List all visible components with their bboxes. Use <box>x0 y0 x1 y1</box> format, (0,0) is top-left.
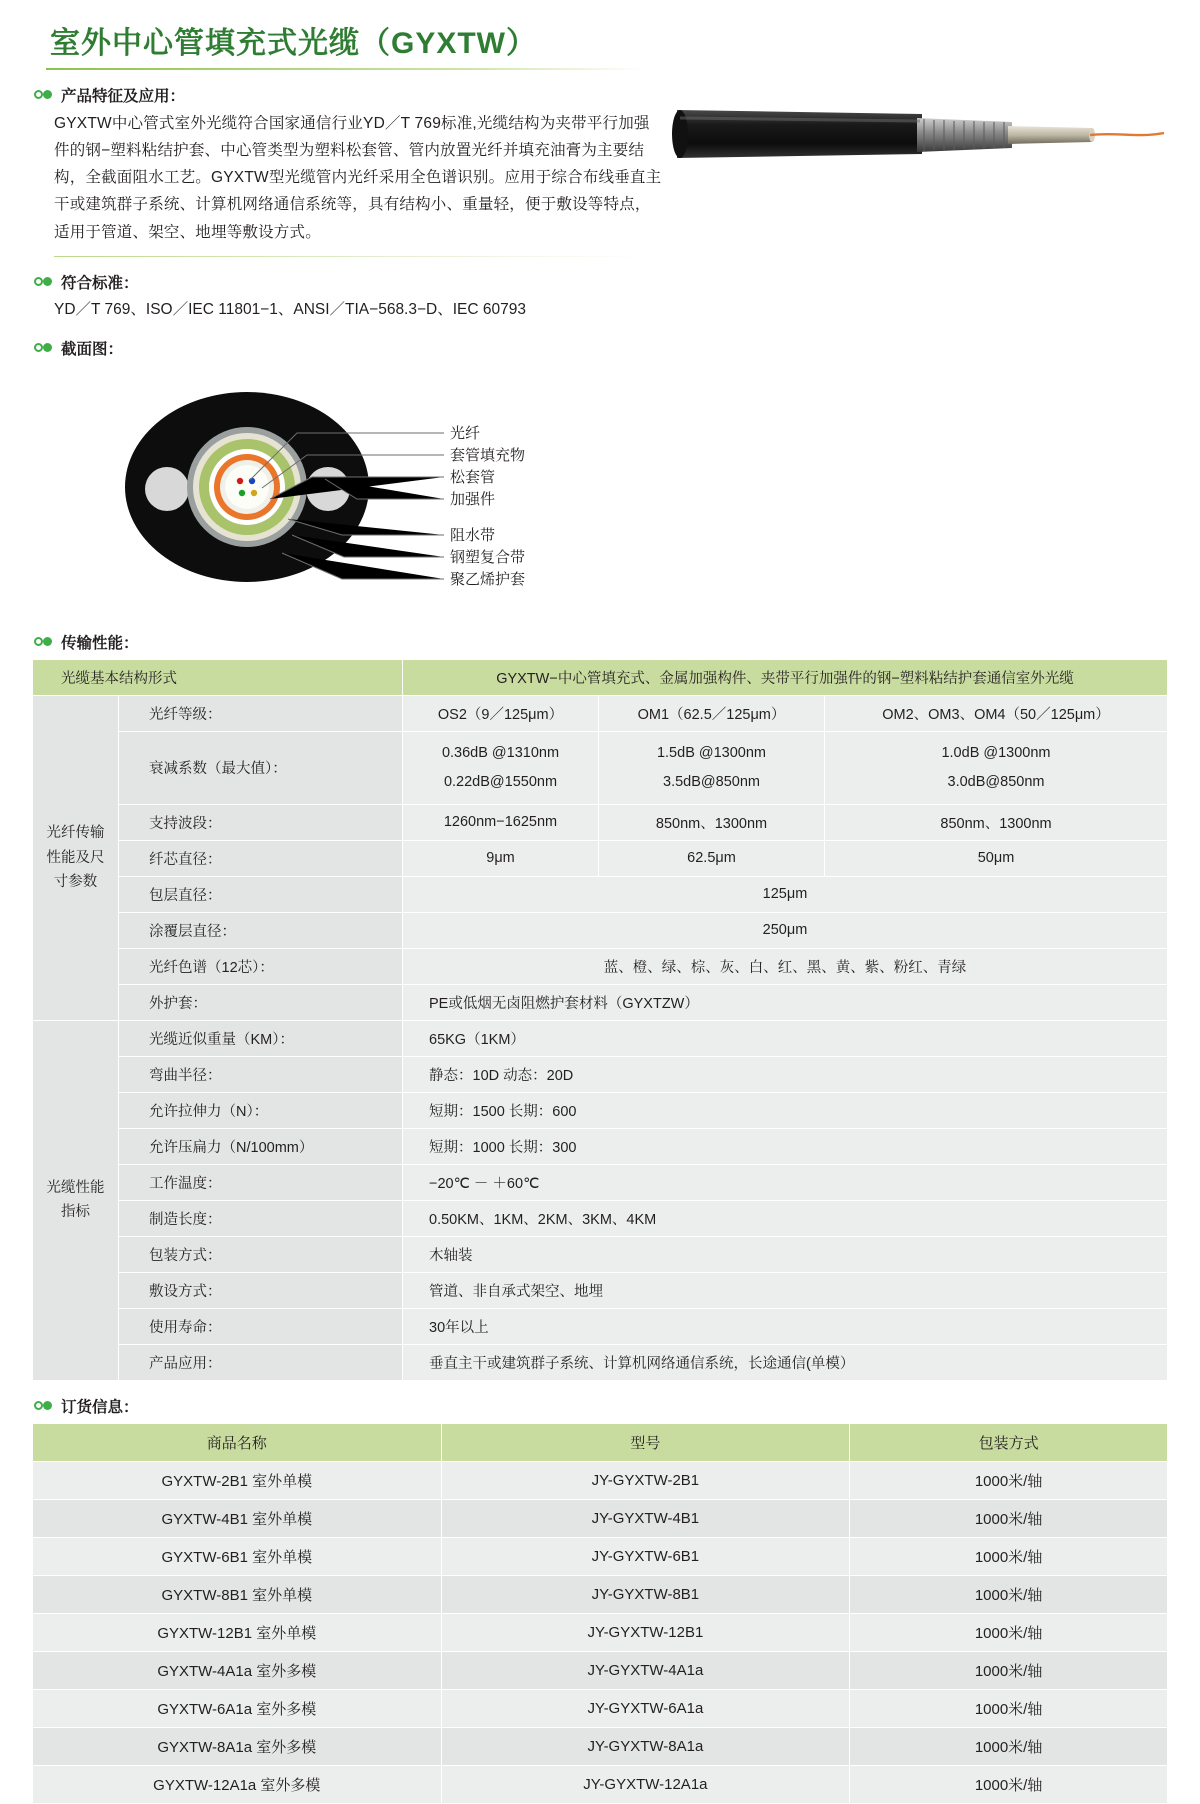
cell: OS2（9／125μm） <box>403 695 599 731</box>
row-label: 包装方式： <box>119 1236 403 1272</box>
group2-label: 光缆性能指标 <box>33 1020 119 1380</box>
cell-product-name: GYXTW-6B1 室外单模 <box>33 1537 442 1575</box>
bullet-dots-icon <box>34 89 54 101</box>
table-row <box>33 912 1168 948</box>
order-info-heading <box>34 1395 1168 1417</box>
performance-heading-text: 传输性能： <box>61 634 139 652</box>
cell-model: JY-GYXTW-4B1 <box>441 1499 850 1537</box>
table-row <box>33 1092 1168 1128</box>
order-info-heading-text: 订货信息： <box>61 1398 139 1416</box>
cell: 65KG（1KM） <box>403 1020 1168 1056</box>
row-label: 光缆近似重量（KM）： <box>119 1020 403 1056</box>
table-row <box>33 876 1168 912</box>
standards-heading-text: 符合标准： <box>61 274 139 292</box>
bullet-dots-icon <box>34 276 54 288</box>
cell: 垂直主干或建筑群子系统、计算机网络通信系统，长途通信(单模） <box>403 1344 1168 1380</box>
cell: 850nm、1300nm <box>825 804 1168 840</box>
diagram-label: 松套管 <box>450 468 496 486</box>
cell-product-name: GYXTW-12B1 室外单模 <box>33 1613 442 1651</box>
bullet-dots-icon <box>34 342 54 354</box>
cell: 30年以上 <box>403 1308 1168 1344</box>
table-row <box>33 1689 1168 1727</box>
table-row <box>33 1236 1168 1272</box>
cell-product-name: GYXTW-8A1a 室外多模 <box>33 1727 442 1765</box>
cross-section-diagram <box>32 367 1168 617</box>
cell-packaging: 1000米/轴 <box>850 1537 1168 1575</box>
cell: 0.36dB @1310nm 0.22dB@1550nm <box>403 731 599 804</box>
cell-product-name: GYXTW-4A1a 室外多模 <box>33 1651 442 1689</box>
table-row <box>33 1461 1168 1499</box>
cell: 蓝、橙、绿、棕、灰、白、红、黑、黄、紫、粉红、青绿 <box>403 948 1168 984</box>
cell: 短期：1500 长期：600 <box>403 1092 1168 1128</box>
order-table-body <box>33 1461 1168 1803</box>
row-label: 允许拉伸力（N）： <box>119 1092 403 1128</box>
row-label: 涂覆层直径： <box>119 912 403 948</box>
cell: 静态：10D 动态：20D <box>403 1056 1168 1092</box>
cell-model: JY-GYXTW-8B1 <box>441 1575 850 1613</box>
row-label: 衰减系数（最大值）： <box>119 731 403 804</box>
cell: 125μm <box>403 876 1168 912</box>
cell-model: JY-GYXTW-4A1a <box>441 1651 850 1689</box>
diagram-label: 聚乙烯护套 <box>450 570 526 588</box>
diagram-label: 加强件 <box>450 490 496 508</box>
structure-label: 光缆基本结构形式 <box>33 659 403 695</box>
table-row <box>33 731 1168 804</box>
row-label: 制造长度： <box>119 1200 403 1236</box>
cell: 50μm <box>825 840 1168 876</box>
row-label: 产品应用： <box>119 1344 403 1380</box>
cell: 0.50KM、1KM、2KM、3KM、4KM <box>403 1200 1168 1236</box>
cell-packaging: 1000米/轴 <box>850 1727 1168 1765</box>
table-row <box>33 1613 1168 1651</box>
cell: 木轴装 <box>403 1236 1168 1272</box>
table-row <box>33 1164 1168 1200</box>
order-table <box>32 1423 1168 1804</box>
table-row <box>33 1200 1168 1236</box>
table-row <box>33 1537 1168 1575</box>
row-label: 敷设方式： <box>119 1272 403 1308</box>
column-header-model: 型号 <box>441 1423 850 1461</box>
row-label: 支持波段： <box>119 804 403 840</box>
table-row <box>33 1272 1168 1308</box>
cell-model: JY-GYXTW-2B1 <box>441 1461 850 1499</box>
cell: 1.5dB @1300nm 3.5dB@850nm <box>599 731 825 804</box>
cell-packaging: 1000米/轴 <box>850 1689 1168 1727</box>
row-label: 光纤色谱（12芯）： <box>119 948 403 984</box>
page-title: 室外中心管填充式光缆（GYXTW） <box>50 27 537 60</box>
cell-packaging: 1000米/轴 <box>850 1575 1168 1613</box>
table-row <box>33 1128 1168 1164</box>
table-row <box>33 840 1168 876</box>
row-label: 弯曲半径： <box>119 1056 403 1092</box>
cell: OM1（62.5／125μm） <box>599 695 825 731</box>
cell: 短期：1000 长期：300 <box>403 1128 1168 1164</box>
table-header-row <box>33 1423 1168 1461</box>
cell: 管道、非自承式架空、地埋 <box>403 1272 1168 1308</box>
bullet-dots-icon <box>34 1400 54 1412</box>
row-label: 允许压扁力（N/100mm） <box>119 1128 403 1164</box>
cell-product-name: GYXTW-12A1a 室外多模 <box>33 1765 442 1803</box>
cell-packaging: 1000米/轴 <box>850 1499 1168 1537</box>
row-label: 纤芯直径： <box>119 840 403 876</box>
row-label: 光纤等级： <box>119 695 403 731</box>
cell-model: JY-GYXTW-6B1 <box>441 1537 850 1575</box>
table-row <box>33 1499 1168 1537</box>
performance-table <box>32 659 1168 1381</box>
column-header-name: 商品名称 <box>33 1423 442 1461</box>
column-header-packaging: 包装方式 <box>850 1423 1168 1461</box>
diagram-label: 阻水带 <box>450 526 496 544</box>
cross-section-heading <box>34 337 1168 359</box>
bullet-dots-icon <box>34 636 54 648</box>
row-label: 工作温度： <box>119 1164 403 1200</box>
table-row <box>33 1651 1168 1689</box>
row-label: 使用寿命： <box>119 1308 403 1344</box>
features-divider <box>54 256 644 257</box>
cell: 62.5μm <box>599 840 825 876</box>
table-row <box>33 695 1168 731</box>
cross-section-heading-text: 截面图： <box>61 340 124 358</box>
cell: 1.0dB @1300nm 3.0dB@850nm <box>825 731 1168 804</box>
cell-model: JY-GYXTW-12B1 <box>441 1613 850 1651</box>
table-row <box>33 659 1168 695</box>
cell-product-name: GYXTW-2B1 室外单模 <box>33 1461 442 1499</box>
cell-product-name: GYXTW-4B1 室外单模 <box>33 1499 442 1537</box>
cell-product-name: GYXTW-8B1 室外单模 <box>33 1575 442 1613</box>
table-row <box>33 1765 1168 1803</box>
table-row <box>33 1020 1168 1056</box>
cell-packaging: 1000米/轴 <box>850 1765 1168 1803</box>
cell-product-name: GYXTW-6A1a 室外多模 <box>33 1689 442 1727</box>
cell: PE或低烟无卤阻燃护套材料（GYXTZW） <box>403 984 1168 1020</box>
diagram-label: 钢塑复合带 <box>450 548 526 566</box>
cell: 850nm、1300nm <box>599 804 825 840</box>
features-heading-text: 产品特征及应用： <box>61 88 186 105</box>
cell-model: JY-GYXTW-8A1a <box>441 1727 850 1765</box>
standards-heading <box>34 271 1168 293</box>
cell: 1260nm−1625nm <box>403 804 599 840</box>
cell: 9μm <box>403 840 599 876</box>
title-divider <box>46 68 646 70</box>
standards-text: YD／T 769、ISO／IEC 11801−1、ANSI／TIA−568.3−D、IEC 60793 <box>54 300 526 318</box>
row-label: 外护套： <box>119 984 403 1020</box>
diagram-label: 套管填充物 <box>450 446 526 464</box>
cell-model: JY-GYXTW-12A1a <box>441 1765 850 1803</box>
table-row <box>33 804 1168 840</box>
diagram-label: 光纤 <box>450 424 481 442</box>
cable-product-photo <box>672 70 1172 190</box>
cell-packaging: 1000米/轴 <box>850 1651 1168 1689</box>
table-row <box>33 1308 1168 1344</box>
performance-heading <box>34 631 1168 653</box>
cell-packaging: 1000米/轴 <box>850 1613 1168 1651</box>
cell: OM2、OM3、OM4（50／125μm） <box>825 695 1168 731</box>
cell: −20℃ － ＋60℃ <box>403 1164 1168 1200</box>
row-label: 包层直径： <box>119 876 403 912</box>
table-row <box>33 1727 1168 1765</box>
group1-label: 光纤传输性能及尺寸参数 <box>33 695 119 1020</box>
table-row <box>33 1056 1168 1092</box>
cell: 250μm <box>403 912 1168 948</box>
cell-packaging: 1000米/轴 <box>850 1461 1168 1499</box>
table-row <box>33 984 1168 1020</box>
table-row <box>33 1344 1168 1380</box>
structure-value: GYXTW−中心管填充式、金属加强构件、夹带平行加强件的钢−塑料粘结护套通信室外光缆 <box>403 659 1168 695</box>
table-row <box>33 1575 1168 1613</box>
table-row <box>33 948 1168 984</box>
features-text: GYXTW中心管式室外光缆符合国家通信行业YD／T 769标准,光缆结构为夹带平行加强件的钢−塑料粘结护套、中心管类型为塑料松套管、管内放置光纤并填充油膏为主要结构，全截面阻水工艺。GYXTW型光缆管内光纤采用全色谱识别。应用于综合布线垂直主干或建筑群子系统、计算机网络通信系统等，具有结构小、重量轻，便于敷设等特点，适用于管道、架空、地埋等敷设方式。 <box>54 115 662 241</box>
cell-model: JY-GYXTW-6A1a <box>441 1689 850 1727</box>
